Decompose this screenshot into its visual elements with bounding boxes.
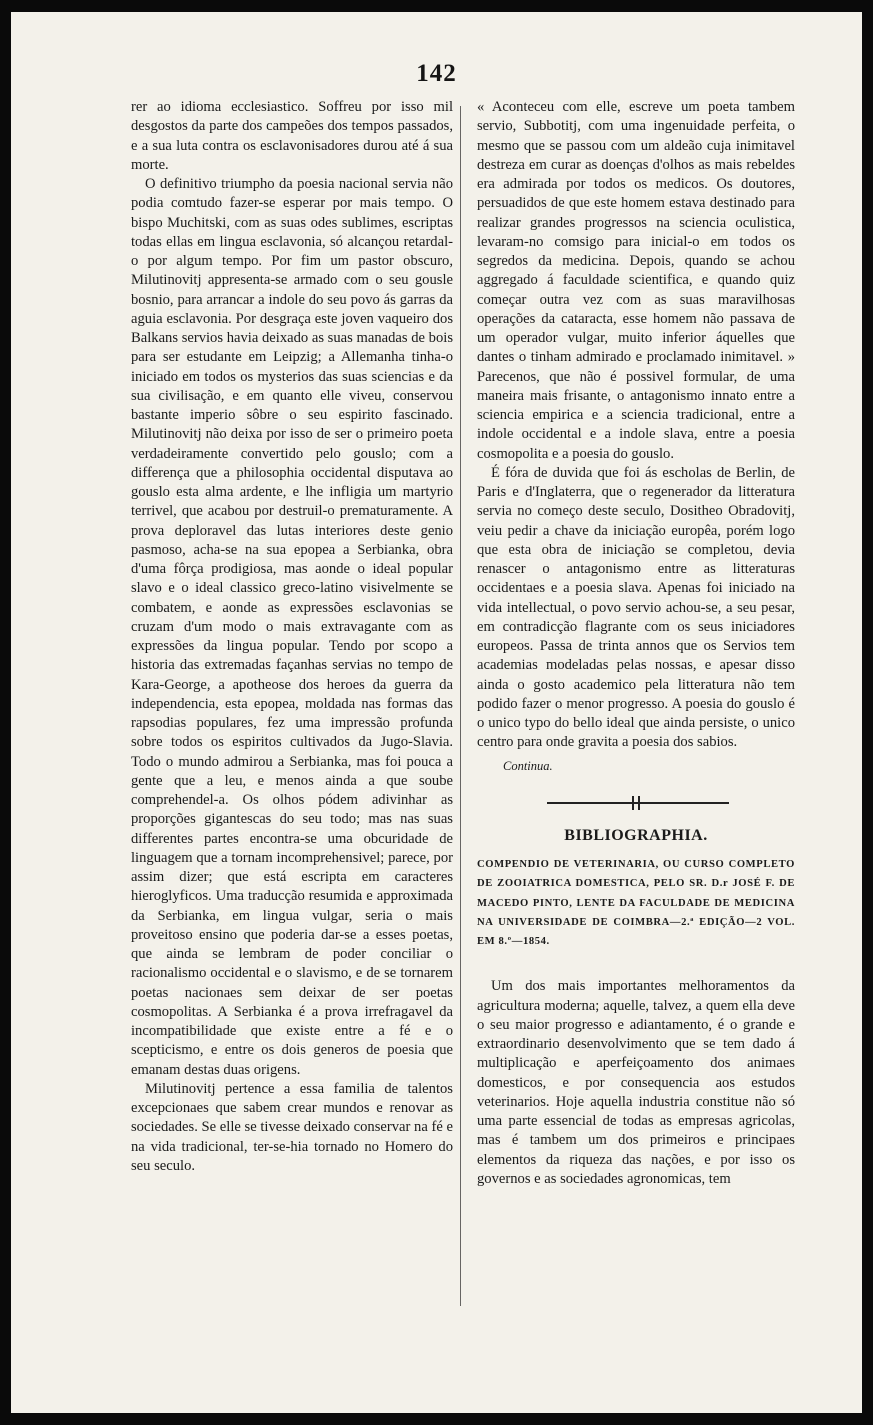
paragraph: Milutinovitj pertence a essa familia de talentos excepcionaes que sabem crear mundos e renovar as sociedades. Se elle se tivesse deixado conservar na fé e na vida tradicional, ter-se-hia tornado no Homero do seu seculo.: [131, 1080, 453, 1174]
newspaper-page: [11, 12, 862, 1413]
page-number: 142: [416, 60, 457, 87]
paragraph: É fóra de duvida que foi ás escholas de Berlin, de Paris e d'Inglaterra, que o regenerador da litteratura servia no começo deste seculo, Dositheo Obradovitj, veiu pedir a chave da iniciação europêa, porém logo que esta obra de iniciação se completou, devia renascer o antagonismo entre as litteraturas occidentaes e a poesia slava. Apenas foi iniciado na vida intellectual, o povo servio achou-se, a seu pesar, em contradicção flagrante com os seus iniciadores europeos. Passa de trinta annos que os Servios tem academias modeladas pelas nossas, e apesar disso ainda o gosto academico pela litteratura não tem podido fazer o menor progresso. A poesia do gouslo é o unico typo do bello ideal que ainda persiste, o unico centro para onde gravita a poesia dos sabios.: [477, 464, 795, 751]
paragraph: Um dos mais importantes melhoramentos da agricultura moderna; aquelle, talvez, a quem ella deve o seu maior progresso e adiantamento, é o grande e extraordinario desenvolvimento que se tem dado á multiplicação e aperfeiçoamento dos animaes domesticos, e por consequencia aos estudos veterinarios. Hoje aquella industria constitue não só uma parte essencial de todas as empresas agricolas, mas é tambem um dos primeiros e principaes elementos da riqueza das nações, e por isso os governos e as sociedades agronomicas, tem: [477, 978, 795, 1187]
continued-note: Continua.: [503, 758, 553, 773]
section-title: BIBLIOGRAPHIA.: [564, 826, 708, 844]
paragraph: rer ao idioma ecclesiastico. Soffreu por isso mil desgostos da parte dos campeões dos tempos passados, e a sua luta contra os esclavonisadores durou até á sua morte.: [131, 99, 453, 173]
column-divider: [460, 106, 461, 1306]
paragraph: « Aconteceu com elle, escreve um poeta tambem servio, Subbotitj, com uma ingenuidade perfeita, o mesmo que se passou com um aldeão cuja inimitavel destreza em curar as doenças d'olhos as mais rebeldes era admirada por todos os medicos. Os doutores, persuadidos de que este homem estava destinado para realizar grandes progressos na sciencia oculistica, levaram-no comsigo para inicial-o em todos os segredos da medicina. Depois, quando se achou aggregado á faculdade scientifica, e quando quiz começar outra vez com as suas maravilhosas operações da cataracta, esse homem não passava de um operador vulgar, muito inferior áquelles que dantes o tinham admirado e proclamado inimitavel. » Parecenos, que não é possivel formular, de uma maneira mais frisante, o antagonismo innato entre a sciencia empirica e a sciencia tradicional, entre a indole occidental e a indole slava, entre a poesia cosmopolita e a poesia do gouslo.: [477, 99, 795, 462]
section-rule: [477, 776, 795, 826]
right-column: [477, 98, 795, 1189]
rule-ornament-icon: [632, 796, 640, 810]
bibliography-entry: COMPENDIO DE VETERINARIA, OU CURSO COMPLETO DE ZOOIATRICA DOMESTICA, PELO SR. D.r JOSÉ F. DE MACEDO PINTO, LENTE DA FACULDADE DE MEDICINA NA UNIVERSIDADE DE COIMBRA—2.ª EDIÇÃO—2 VOL. EM 8.º—1854.: [477, 859, 795, 948]
paragraph: O definitivo triumpho da poesia nacional servia não podia comtudo fazer-se esperar por mais tempo. O bispo Muchitski, com as suas odes sublimes, escriptas todas ellas em lingua esclavonia, só alcançou retardal-o por algum tempo. Por fim um pastor obscuro, Milutinovitj appresenta-se armado com o seu gousle bosnio, para arrancar a indole do seu povo ás garras da aguia esclavonia. Por desgraça este joven vaqueiro dos Balkans servios havia deixado as suas manadas de bois para ser estudante em Leipzig; a Allemanha tinha-o iniciado em todos os mysterios das suas sciencias e da sua civilisação, e em quanto elle viveu, conservou bastante imperio sôbre o seu espirito fascinado. Milutinovitj não deixa por isso de ser o primeiro poeta verdadeiramente convertido pelo gouslo; com a differença que a philosophia occidental disputava ao gouslo esta alma ardente, e lhe infligia um martyrio terrivel, que acabou por destruil-o prematuramente. A prova deploravel das lutas interiores deste genio pasmoso, acha-se na sua epopea a Serbianka, obra d'uma fôrça prodigiosa, mas aonde o ideal popular slavo e o ideal classico greco-latino visivelmente se combatem, e aonde as expressões esclavonias se cruzam d'um modo o mais extravagante com as expressões da lingua popular. Tendo por scopo a historia das extremadas façanhas servias no tempo de Kara-George, a apotheose dos heroes da guerra da independencia, esta epopea, moldada nas formas das rapsodias populares, fez uma impressão profunda sobre todos os espiritos cultivados da Jugo-Slavia. Todo o mundo admirou a Serbianka, mas foi pouca a gente que a leu, e menos ainda a que soube comprehendel-a. Os olhos pódem adivinhar as proporções gigantescas do seu todo; mas nas suas differentes partes encontra-se uma obcuridade de linguagem que a tornam incomprehensivel; parece, por assim dizer; que está escripta em caracteres hieroglyficos. Uma traducção resumida e approximada da Serbianka, em lingua vulgar, seria o mais proveitoso ensino que poderia dar-se a esses poetas, que ainda se lembram de poder conciliar o racionalismo occidental e o slavismo, e de se tornarem poetas nacionaes sem deixar de ser poetas cosmopolitas. A Serbianka é a prova irrefragavel da incompatibilidade que existe entre a fé e o scepticismo, e entre os dois generos de poesia que emanam destas duas origens.: [131, 176, 453, 1078]
left-column: [131, 98, 453, 1176]
